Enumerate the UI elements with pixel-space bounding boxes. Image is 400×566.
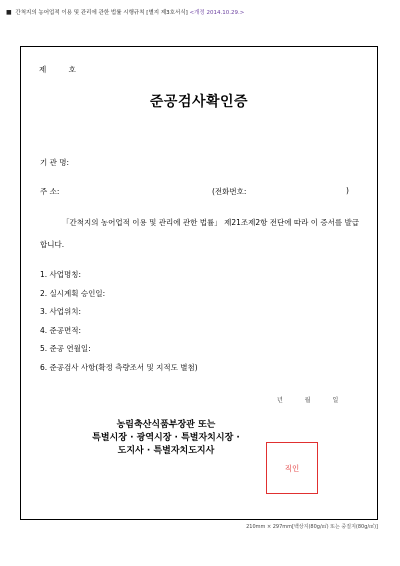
list-item: 5. 준공 연월일: bbox=[40, 344, 91, 353]
official-seal-box bbox=[266, 442, 318, 494]
date-year: 년 bbox=[277, 397, 283, 404]
certification-text: 「간척지의 농어업적 이용 및 관리에 관한 법률」 제21조제2항 전단에 따라 이 증서를 발급합니다. bbox=[40, 218, 360, 249]
seal-label: 직인 bbox=[284, 463, 300, 473]
number-suffix: 호 bbox=[68, 65, 76, 74]
list-item: 1. 사업명칭: bbox=[40, 270, 82, 279]
address-field bbox=[40, 186, 360, 197]
form-header bbox=[6, 8, 394, 16]
header-law-reference: 간척지의 농어업적 이용 및 관리에 관한 법률 시행규칙 [별지 제3호서식] bbox=[15, 10, 188, 16]
header-bullet: ■ bbox=[6, 9, 12, 16]
date-day: 일 bbox=[332, 397, 339, 404]
certificate-number-label bbox=[39, 64, 96, 75]
certificate-form bbox=[20, 46, 378, 520]
list-item: 3. 사업위치: bbox=[40, 307, 82, 316]
list-item: 2. 실시계획 승인일: bbox=[40, 288, 106, 298]
issuing-authority bbox=[61, 419, 271, 458]
issuer-line: 농림축산식품부장관 또는 bbox=[116, 420, 216, 430]
phone-label: (전화번호: bbox=[212, 187, 247, 196]
address-label: 주 소: bbox=[40, 187, 60, 196]
phone-close: ) bbox=[346, 186, 349, 195]
certification-statement bbox=[40, 212, 366, 256]
paper-spec-footer: 210mm × 297mm[백상지(80g/㎡) 또는 중질지(80g/㎡)] bbox=[246, 524, 378, 530]
list-item: 4. 준공면적: bbox=[40, 325, 82, 335]
issue-date bbox=[277, 395, 358, 404]
item-list bbox=[40, 269, 198, 380]
issuer-line: 특별시장 · 광역시장 · 특별자치시장 · bbox=[92, 433, 240, 443]
page-title: 준공검사확인증 bbox=[149, 94, 249, 110]
agency-field: 기 관 명: bbox=[40, 158, 70, 167]
date-month: 월 bbox=[304, 397, 311, 404]
issuer-line: 도지사 · 특별자치도지사 bbox=[117, 446, 215, 456]
list-item: 6. 준공검사 사항(확정 측량조서 및 지적도 별첨) bbox=[40, 362, 198, 372]
header-revision-date: <개정 2014.10.29.> bbox=[189, 10, 245, 16]
number-prefix: 제 bbox=[39, 65, 47, 74]
